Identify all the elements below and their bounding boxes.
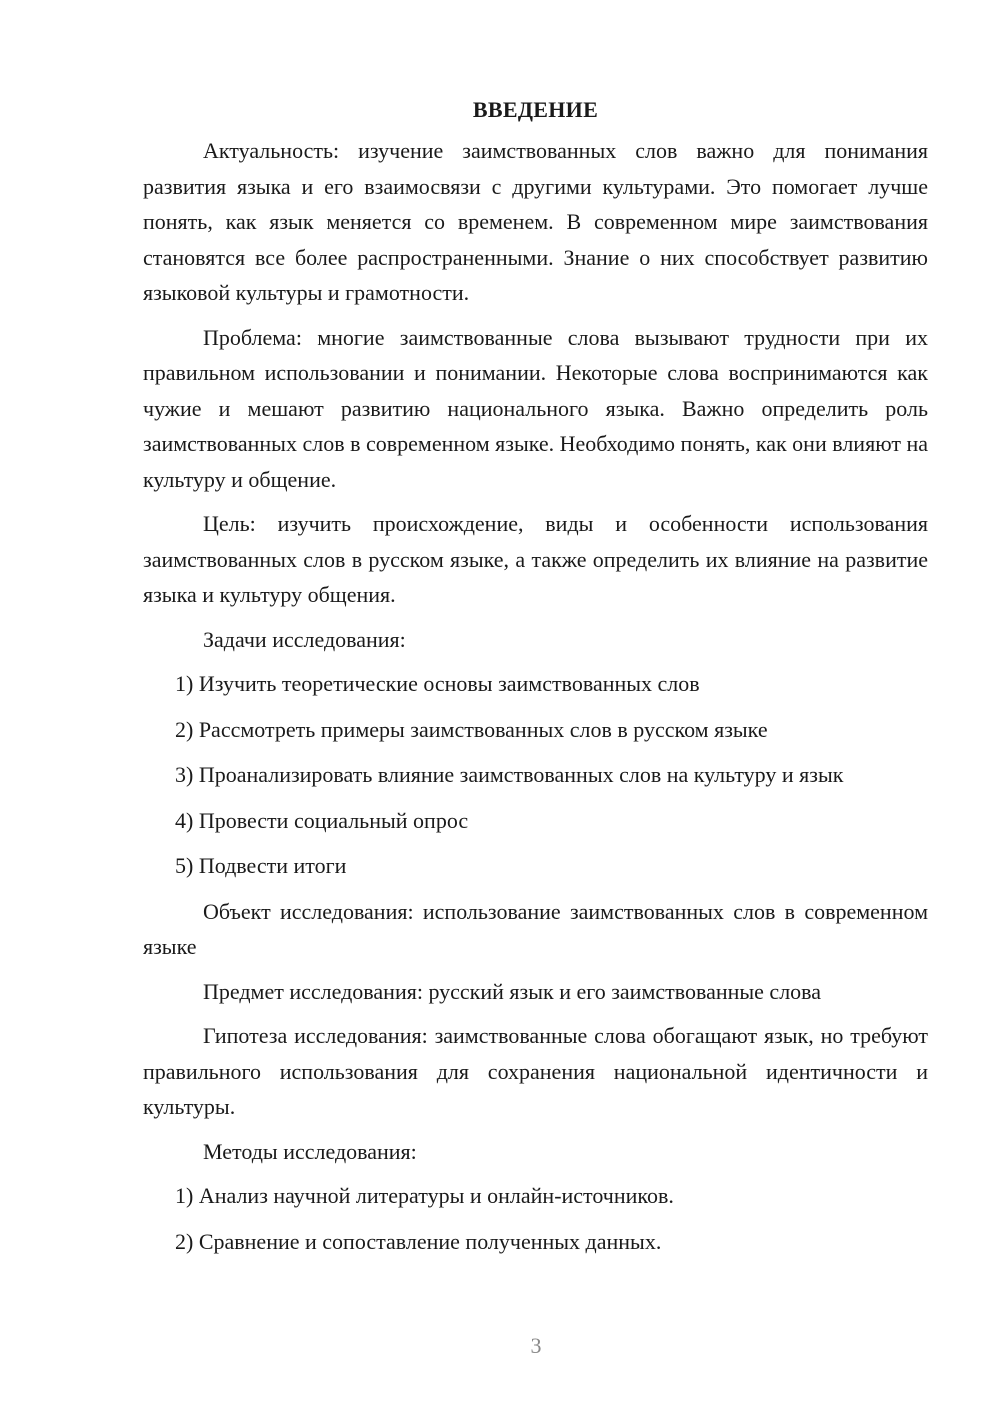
problem-paragraph: Проблема: многие заимствованные слова вызывают трудности при их правильном использовании и понимании. Некоторые слова воспринимаются как чужие и мешают развитию национального языка. Важно определить роль заимствованных слов в современном языке. Необходимо понять, как они влияют на культуру и общение. bbox=[143, 324, 928, 492]
document-title: ВВЕДЕНИЕ bbox=[472, 97, 599, 122]
method-item: 1) Анализ научной литературы и онлайн-источников. bbox=[175, 1183, 674, 1208]
task-item: 1) Изучить теоретические основы заимствованных слов bbox=[175, 671, 700, 696]
task-item: 5) Подвести итоги bbox=[175, 853, 347, 878]
goal-paragraph: Цель: изучить происхождение, виды и особенности использования заимствованных слов в русском языке, а также определить их влияние на развитие языка и культуру общения. bbox=[143, 511, 928, 607]
task-item: 2) Рассмотреть примеры заимствованных слов в русском языке bbox=[175, 716, 768, 742]
object-paragraph: Объект исследования: использование заимствованных слов в современном языке bbox=[143, 898, 928, 959]
subject-paragraph: Предмет исследования: русский язык и его заимствованные слова bbox=[203, 978, 822, 1004]
method-item: 2) Сравнение и сопоставление полученных данных. bbox=[175, 1228, 662, 1254]
tasks-heading: Задачи исследования: bbox=[203, 626, 406, 652]
task-item: 4) Провести социальный опрос bbox=[175, 807, 469, 833]
document-page bbox=[143, 92, 928, 1269]
page-number: 3 bbox=[530, 1333, 542, 1358]
methods-heading: Методы исследования: bbox=[203, 1138, 417, 1164]
relevance-paragraph: Актуальность: изучение заимствованных слов важно для понимания развития языка и его взаимосвязи с другими культурами. Это помогает лучше понять, как язык меняется со временем. В современном мире заимствования становятся все более распространенными. Знание о них способствует развитию языковой культуры и грамотности. bbox=[143, 138, 928, 305]
task-item: 3) Проанализировать влияние заимствованных слов на культуру и язык bbox=[175, 762, 844, 787]
hypothesis-paragraph: Гипотеза исследования: заимствованные слова обогащают язык, но требуют правильного использования для сохранения национальной идентичности и культуры. bbox=[143, 1023, 928, 1119]
